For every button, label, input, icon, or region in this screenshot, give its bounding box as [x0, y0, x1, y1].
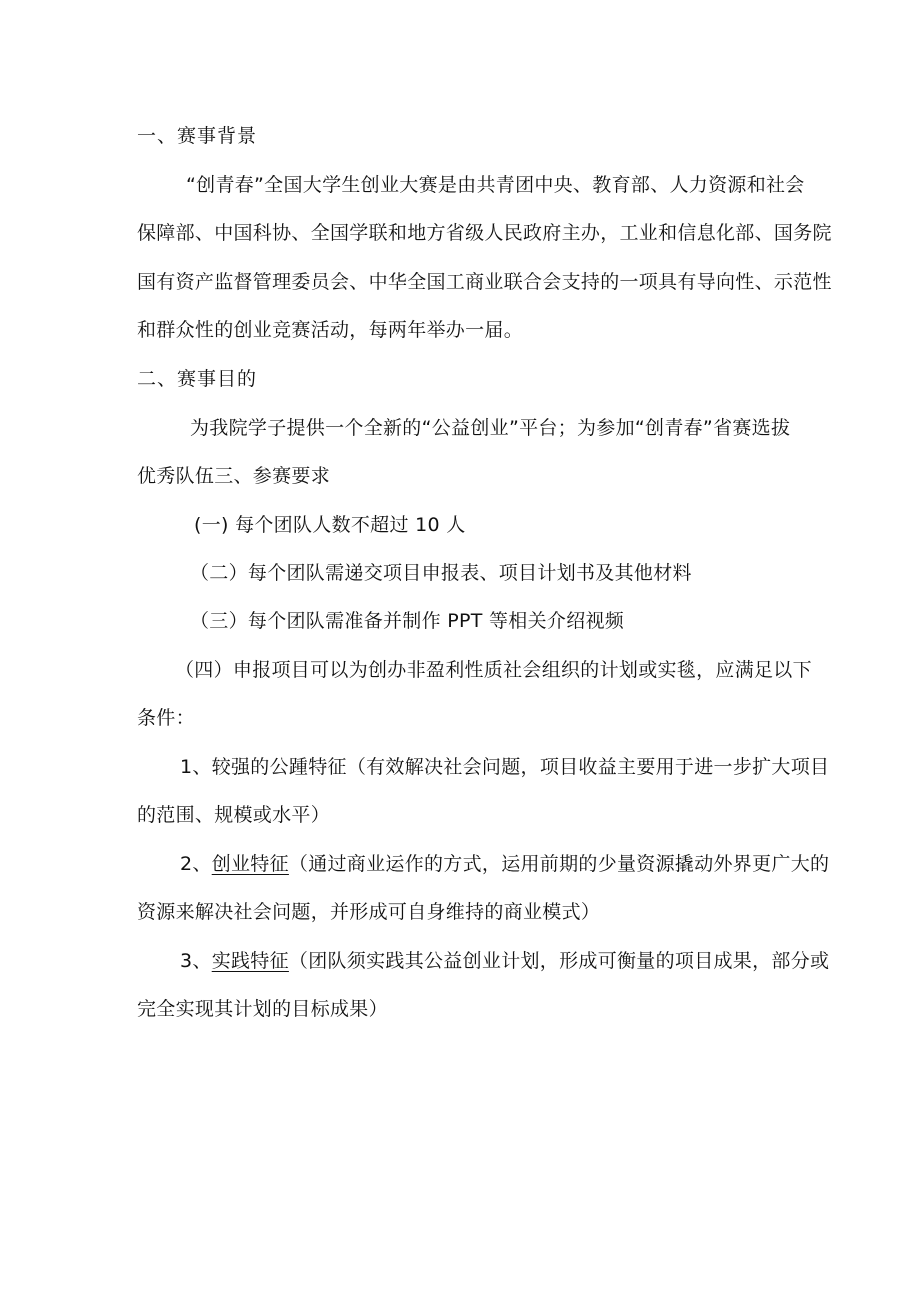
paragraph-line: 和群众性的创业竞赛活动，每两年举办一届。: [137, 319, 524, 341]
condition-term: 较强的公踵特征: [211, 756, 347, 778]
condition-line: [180, 852, 829, 876]
requirement-item: （二）每个团队需递交项目申报表、项目计划书及其他材料: [190, 562, 692, 584]
condition-description: （通过商业运作的方式，运用前期的少量资源撬动外界更广大的: [288, 853, 830, 875]
paragraph-line: 国有资产监督管理委员会、中华全国工商业联合会支持的一项具有导向性、示范性: [137, 271, 832, 293]
condition-line-continued: 的范围、规模或水平）: [137, 804, 331, 826]
requirement-item: （三）每个团队需准备并制作 PPT 等相关介绍视频: [190, 610, 625, 632]
condition-term-underlined: 实践特征: [211, 950, 289, 972]
paragraph-line: 优秀队伍三、参赛要求: [137, 465, 331, 487]
paragraph-line: 为我院学子提供一个全新的“公益创业”平台；为参加“创青春”省赛选拔: [190, 417, 791, 439]
condition-description: （团队须实践其公益创业计划，形成可衡量的项目成果，部分或: [288, 950, 830, 972]
requirement-item: （四）申报项目可以为创办非盈利性质社会组织的计划或实毯，应满足以下: [175, 659, 812, 681]
requirement-item-continued: 条件：: [137, 707, 195, 729]
condition-line: [180, 755, 829, 779]
section-heading-purpose: 二、赛事目的: [137, 368, 258, 390]
requirement-item: (一) 每个团队人数不超过 10 人: [194, 514, 466, 536]
paragraph-line: “创青春”全国大学生创业大赛是由共青团中央、教育部、人力资源和社会: [186, 174, 805, 196]
condition-line-continued: 资源来解决社会问题，并形成可自身维持的商业模式）: [137, 901, 601, 923]
condition-number: 2、: [180, 853, 212, 875]
condition-number: 1、: [180, 756, 212, 778]
condition-line-continued: 完全实现其计划的目标成果）: [137, 998, 388, 1020]
condition-number: 3、: [180, 950, 212, 972]
condition-term-underlined: 创业特征: [211, 853, 289, 875]
condition-description: （有效解决社会问题，项目收益主要用于进一步扩大项目: [346, 756, 830, 778]
paragraph-line: 保障部、中国科协、全国学联和地方省级人民政府主办，工业和信息化部、国务院: [137, 222, 832, 244]
condition-line: [180, 949, 829, 973]
section-heading-background: 一、赛事背景: [137, 125, 258, 147]
